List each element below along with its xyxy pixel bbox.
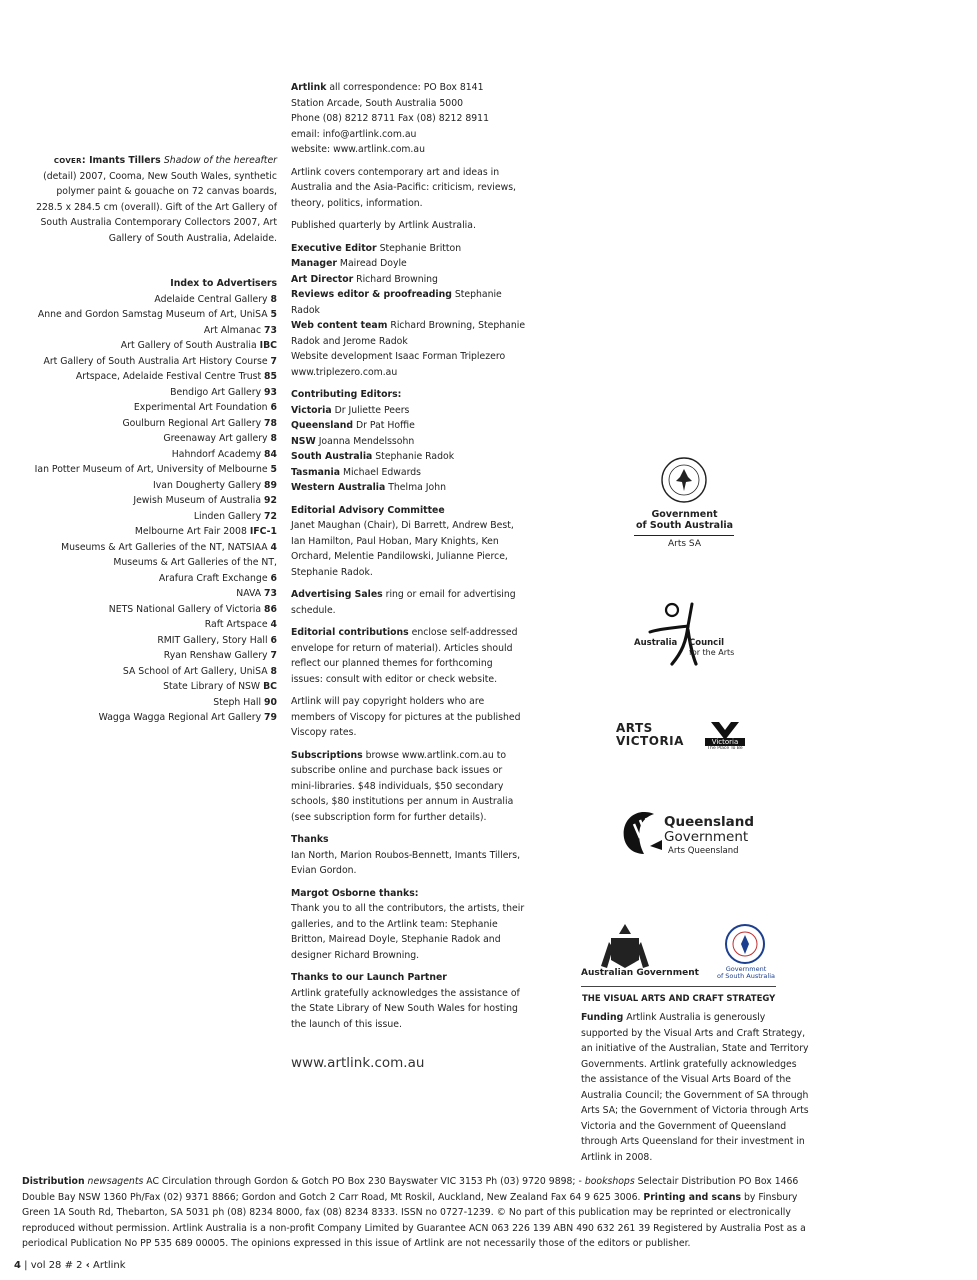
qld-line2: Government bbox=[664, 829, 749, 845]
launch-heading: Thanks to our Launch Partner bbox=[291, 972, 447, 983]
staff-role: Manager bbox=[291, 258, 337, 269]
advertiser-page: 79 bbox=[264, 712, 277, 723]
aus-council-line3: for the Arts bbox=[689, 648, 735, 657]
staff-role: Web content team bbox=[291, 320, 388, 331]
subs-text: browse www.artlink.com.au to subscribe online and purchase back issues or mini-libraries. $48 individuals, $50 secondary schools, $80 institutions per annum in Australia (see subscription form for further details). bbox=[291, 749, 514, 823]
subs-label: Subscriptions bbox=[291, 749, 363, 761]
advertising-sales bbox=[291, 587, 527, 618]
corr-label: Artlink bbox=[291, 82, 327, 93]
corr-line-1: Station Arcade, South Australia 5000 bbox=[291, 97, 464, 109]
advertiser-page: 7 bbox=[270, 650, 277, 661]
published-text: Published quarterly by Artlink Australia. bbox=[291, 220, 476, 231]
launch-text: Artlink gratefully acknowledges the assistance of the State Library of New South Wales for hosting the launch of this issue. bbox=[291, 987, 520, 1030]
volume-info: | vol 28 # 2 bbox=[20, 1260, 86, 1271]
advertiser-item bbox=[30, 462, 277, 478]
margot-text: Thank you to all the contributors, the artists, their galleries, and to the Artlink team: Stephanie Britton, Mairead Doyle, Stephanie Radok and designer Richard Browning. bbox=[291, 903, 525, 961]
cover-label: cover: bbox=[53, 155, 86, 166]
adsales-label: Advertising Sales bbox=[291, 589, 383, 600]
queensland-gov-logo bbox=[620, 810, 755, 858]
dist-text-1: AC Circulation through Gordon & Gotch PO Box 230 Bayswater VIC 3153 Ph (03) 9720 9898; - bbox=[143, 1176, 585, 1187]
distribution-footer bbox=[22, 1174, 810, 1252]
advertiser-name: Hahndorf Academy bbox=[171, 448, 265, 460]
advertiser-name: Wagga Wagga Regional Art Gallery bbox=[98, 712, 265, 723]
advertiser-page: 5 bbox=[270, 464, 277, 475]
corr-line-3: email: info@artlink.com.au bbox=[291, 128, 417, 140]
staff-list bbox=[291, 241, 527, 381]
print-label: Printing and scans bbox=[643, 1191, 742, 1203]
advertiser-item bbox=[30, 307, 277, 323]
arts-vic-badge bbox=[705, 722, 745, 752]
advisory-committee bbox=[291, 503, 527, 581]
gov-sa-rule bbox=[634, 535, 734, 536]
advertiser-page: 6 bbox=[270, 634, 277, 646]
arts-victoria-logo bbox=[616, 720, 748, 756]
staff-role: Art Director bbox=[291, 273, 354, 285]
advertiser-name: Bendigo Art Gallery bbox=[170, 386, 265, 398]
advertiser-item bbox=[30, 679, 277, 695]
corr-line-4: website: www.artlink.com.au bbox=[291, 144, 425, 155]
advertiser-item bbox=[30, 416, 277, 432]
cover-title: Shadow of the hereafter bbox=[163, 155, 277, 166]
advertiser-item bbox=[30, 385, 277, 401]
advertiser-name: Experimental Art Foundation bbox=[133, 402, 271, 413]
advertiser-name: Linden Gallery bbox=[193, 510, 265, 522]
editorial-contributions bbox=[291, 625, 527, 687]
corr-line-0: all correspondence: PO Box 8141 bbox=[326, 82, 484, 93]
advertiser-item bbox=[30, 617, 277, 633]
gov-sa-logo bbox=[632, 455, 737, 555]
advertiser-name: Raft Artspace bbox=[204, 619, 271, 630]
advertiser-name: Steph Hall bbox=[213, 696, 265, 708]
advertiser-item bbox=[30, 571, 277, 587]
contrib-sub-label: Editorial contributions bbox=[291, 627, 409, 638]
advertiser-page: 89 bbox=[264, 479, 277, 491]
advertiser-name: Museums & Art Galleries of the NT, NATSIAA bbox=[61, 541, 271, 553]
gov-sa-sub: Arts SA bbox=[668, 539, 701, 549]
advisory-heading: Editorial Advisory Committee bbox=[291, 504, 445, 516]
advertiser-page: 6 bbox=[270, 402, 277, 413]
advertiser-item bbox=[30, 478, 277, 494]
thanks-text: Ian North, Marion Roubos-Bennett, Imants Tillers, Evian Gordon. bbox=[291, 849, 521, 876]
left-column bbox=[30, 153, 277, 726]
advertiser-page: BC bbox=[263, 681, 277, 692]
advertiser-name: Greenaway Art gallery bbox=[163, 433, 271, 444]
qld-line3: Arts Queensland bbox=[668, 846, 739, 856]
page-number: 4 bbox=[14, 1260, 21, 1271]
aus-council-line1: Australia bbox=[634, 638, 678, 648]
contrib-sub-text: enclose self-addressed envelope for return of material). Articles should reflect our planned themes for forthcoming issues: consult with editor or check website. bbox=[291, 627, 518, 685]
back-arrow-icon: ‹ bbox=[85, 1260, 90, 1271]
thanks-heading: Thanks bbox=[291, 834, 329, 845]
advertiser-name: State Library of NSW bbox=[163, 681, 264, 692]
arts-vic-line1: ARTS bbox=[616, 721, 653, 735]
newsagents-label: newsagents bbox=[87, 1176, 144, 1187]
advertiser-item bbox=[30, 602, 277, 618]
advertiser-name: Melbourne Art Fair 2008 bbox=[134, 526, 250, 537]
advertiser-item bbox=[30, 323, 277, 339]
magazine-name: Artlink bbox=[89, 1260, 126, 1271]
gov-sa-line1: Government bbox=[651, 509, 718, 520]
contrib-name: Stephanie Radok bbox=[372, 451, 455, 462]
advertiser-item bbox=[30, 633, 277, 649]
vacs-right1: Government bbox=[725, 965, 767, 973]
advertiser-name: Art Gallery of South Australia bbox=[120, 340, 260, 351]
staff-role: Reviews editor & proofreading bbox=[291, 289, 452, 300]
advertiser-page: 85 bbox=[264, 371, 277, 382]
adsales-text: ring or email for advertising schedule. bbox=[291, 589, 516, 616]
advertiser-name: Ivan Dougherty Gallery bbox=[153, 479, 265, 491]
webdev-text: Website development Isaac Forman Triplezero www.triplezero.com.au bbox=[291, 351, 506, 378]
advertiser-item bbox=[30, 400, 277, 416]
margot-thanks bbox=[291, 886, 527, 964]
australia-council-logo bbox=[632, 598, 742, 670]
advertisers-heading: Index to Advertisers bbox=[170, 278, 277, 289]
advertiser-item bbox=[30, 493, 277, 509]
aus-council-line2: Council bbox=[689, 638, 725, 648]
funding-column bbox=[581, 1010, 811, 1165]
contrib-state: Western Australia bbox=[291, 482, 386, 493]
vacs-left: Australian Government bbox=[581, 968, 699, 978]
contrib-state: Victoria bbox=[291, 404, 332, 416]
staff-name: Mairead Doyle bbox=[336, 258, 407, 269]
advertiser-page: 7 bbox=[270, 355, 277, 367]
vacs-logo bbox=[581, 920, 781, 1006]
contrib-name: Thelma John bbox=[385, 482, 447, 493]
subscriptions bbox=[291, 748, 527, 826]
staff-name: Stephanie Radok bbox=[291, 289, 502, 316]
advertiser-page: 90 bbox=[264, 696, 277, 708]
staff-name: Richard Browning, Stephanie Radok and Jerome Radok bbox=[291, 320, 526, 347]
advertiser-name: Ryan Renshaw Gallery bbox=[163, 650, 271, 661]
advertiser-name: NETS National Gallery of Victoria bbox=[108, 603, 265, 615]
advertiser-item bbox=[30, 540, 277, 556]
dist-label: Distribution bbox=[22, 1176, 85, 1187]
contrib-state: Queensland bbox=[291, 420, 354, 431]
arts-vic-badge-text: Victoria bbox=[705, 738, 745, 746]
advertiser-page: 93 bbox=[264, 386, 277, 398]
contrib-name: Dr Juliette Peers bbox=[331, 404, 410, 416]
contrib-name: Michael Edwards bbox=[340, 466, 421, 478]
advertiser-name: Art Almanac bbox=[203, 324, 265, 336]
advertiser-page: IFC-1 bbox=[249, 526, 277, 537]
copyright-text: Artlink will pay copyright holders who are members of Viscopy for pictures at the published Viscopy rates. bbox=[291, 696, 521, 738]
cover-caption bbox=[30, 153, 277, 246]
dist-text-2: Selectair Distribution PO Box 1466 Double Bay NSW 1360 Ph/Fax (02) 9371 8866; Gordon and Gotch 2 Carr Road, Mt Roskil, Auckland, New Zealand Fax 64 9 625 3006. bbox=[22, 1176, 799, 1203]
advertiser-item bbox=[30, 447, 277, 463]
advertiser-name: Adelaide Central Gallery bbox=[154, 293, 271, 305]
advertiser-page: 5 bbox=[270, 309, 277, 320]
contrib-heading: Contributing Editors: bbox=[291, 389, 402, 400]
advertiser-page: 72 bbox=[264, 510, 277, 522]
advertiser-page: 8 bbox=[270, 665, 277, 677]
advertiser-item bbox=[30, 338, 277, 354]
advertiser-page: 73 bbox=[264, 324, 277, 336]
thanks bbox=[291, 832, 527, 879]
queensland-emblem-icon bbox=[620, 810, 664, 856]
staff-name: Richard Browning bbox=[353, 273, 438, 285]
contrib-name: Dr Pat Hoffie bbox=[353, 420, 415, 431]
advertiser-item bbox=[30, 431, 277, 447]
staff-name: Stephanie Britton bbox=[376, 242, 462, 254]
advertiser-item bbox=[30, 292, 277, 308]
advertiser-item bbox=[30, 586, 277, 602]
advertiser-name: Anne and Gordon Samstag Museum of Art, UniSA bbox=[37, 309, 271, 320]
advertiser-name: NAVA bbox=[236, 588, 265, 599]
correspondence bbox=[291, 80, 527, 158]
advertiser-page: 8 bbox=[270, 433, 277, 444]
vacs-right2: of South Australia bbox=[716, 972, 776, 980]
advertiser-item bbox=[30, 648, 277, 664]
page-footer bbox=[14, 1258, 126, 1274]
advisory-text: Janet Maughan (Chair), Di Barrett, Andrew Best, Ian Hamilton, Paul Hoban, Mary Knights, Ken Orchard, Melentie Pandilowski, Julianne Pierce, Stephanie Radok. bbox=[291, 520, 514, 578]
contributing-editors bbox=[291, 387, 527, 496]
vacs-rule bbox=[581, 986, 776, 987]
advertiser-name: SA School of Art Gallery, UniSA bbox=[122, 665, 271, 677]
advertisers-list bbox=[30, 292, 277, 726]
cover-artist: Imants Tillers bbox=[85, 155, 164, 166]
advertiser-page: 78 bbox=[264, 417, 277, 429]
arts-vic-tag: The Place To Be bbox=[707, 746, 743, 751]
advertiser-name: Museums & Art Galleries of the NT, bbox=[113, 557, 277, 568]
website-link[interactable]: www.artlink.com.au bbox=[291, 1055, 425, 1071]
advertiser-name: Art Gallery of South Australia Art History Course bbox=[43, 355, 271, 367]
advertiser-item bbox=[30, 664, 277, 680]
distribution-text bbox=[22, 1174, 810, 1252]
cover-desc: (detail) 2007, Cooma, New South Wales, synthetic polymer paint & gouache on 72 canvas boards, 228.5 x 284.5 cm (overall). Gift of the Art Gallery of South Australia Contemporary Collectors 2007, Art Gallery of South Australia, Adelaide. bbox=[36, 170, 277, 244]
bookshops-label: bookshops bbox=[584, 1176, 635, 1187]
advertiser-item bbox=[30, 555, 277, 571]
advertiser-page: 4 bbox=[270, 619, 277, 630]
contrib-state: Tasmania bbox=[291, 466, 340, 478]
staff-role: Executive Editor bbox=[291, 242, 377, 254]
contrib-state: South Australia bbox=[291, 451, 373, 462]
advertiser-page: 8 bbox=[270, 293, 277, 305]
dist-text-3: by Finsbury Green 1A South Rd, Thebarton, SA 5031 ph (08) 8234 8000, fax (08) 8234 8333. ISSN no 0727-1239. © No part of this publication may be reprinted or electronically reproduced without permission. Artlink Australia is a non-profit Company Limited by Guarantee ACN 063 226 139 ABN 490 632 261 39 Registered by Australia Post as a periodical Publication No PP 535 689 00005. The opinions expressed in this issue of Artlink are not necessarily those of the editors or publisher. bbox=[22, 1191, 806, 1249]
advertiser-page: 4 bbox=[270, 541, 277, 553]
vacs-banner: THE VISUAL ARTS AND CRAFT STRATEGY bbox=[582, 994, 776, 1004]
launch-partner bbox=[291, 970, 527, 1032]
advertiser-item bbox=[30, 369, 277, 385]
advertiser-page: 92 bbox=[264, 495, 277, 506]
advertiser-item bbox=[30, 354, 277, 370]
funding-label: Funding bbox=[581, 1012, 624, 1023]
contrib-state: NSW bbox=[291, 435, 316, 447]
qld-line1: Queensland bbox=[664, 814, 755, 830]
funding-text bbox=[581, 1010, 811, 1165]
about-text: Artlink covers contemporary art and ideas in Australia and the Asia-Pacific: criticism, reviews, theory, politics, information. bbox=[291, 166, 517, 209]
advertiser-name: RMIT Gallery, Story Hall bbox=[157, 634, 271, 646]
margot-heading: Margot Osborne thanks: bbox=[291, 887, 419, 899]
advertiser-name: Artspace, Adelaide Festival Centre Trust bbox=[75, 371, 265, 382]
sa-seal-icon bbox=[632, 455, 737, 515]
masthead-column bbox=[291, 80, 527, 1072]
advertiser-page: 6 bbox=[270, 572, 277, 584]
advertiser-page: 86 bbox=[264, 603, 277, 615]
gov-sa-line2: of South Australia bbox=[635, 520, 734, 531]
advertiser-name: Jewish Museum of Australia bbox=[133, 495, 265, 506]
advertiser-page: 73 bbox=[264, 588, 277, 599]
australia-council-figure-icon bbox=[632, 598, 742, 670]
advertiser-name: Goulburn Regional Art Gallery bbox=[122, 417, 265, 429]
advertiser-item bbox=[30, 524, 277, 540]
contrib-name: Joanna Mendelssohn bbox=[315, 435, 415, 447]
advertiser-name: Ian Potter Museum of Art, University of Melbourne bbox=[34, 464, 271, 475]
advertiser-item bbox=[30, 509, 277, 525]
advertiser-item bbox=[30, 710, 277, 726]
corr-line-2: Phone (08) 8212 8711 Fax (08) 8212 8911 bbox=[291, 113, 489, 124]
advertiser-page: 84 bbox=[264, 448, 277, 460]
funding-body: Artlink Australia is generously supported by the Visual Arts and Craft Strategy, an initiative of the Australian, State and Territory Governments. Artlink gratefully acknowledges the assistance of the Visual Arts Board of the Australia Council; the Government of SA through Arts SA; the Government of Victoria through Arts Victoria and the Government of Queensland through Arts Queensland for their investment in Artlink in 2008. bbox=[581, 1012, 809, 1163]
advertiser-name: Arafura Craft Exchange bbox=[158, 572, 271, 584]
advertiser-item bbox=[30, 695, 277, 711]
advertiser-page: IBC bbox=[259, 340, 277, 351]
arts-vic-line2: VICTORIA bbox=[616, 734, 684, 748]
